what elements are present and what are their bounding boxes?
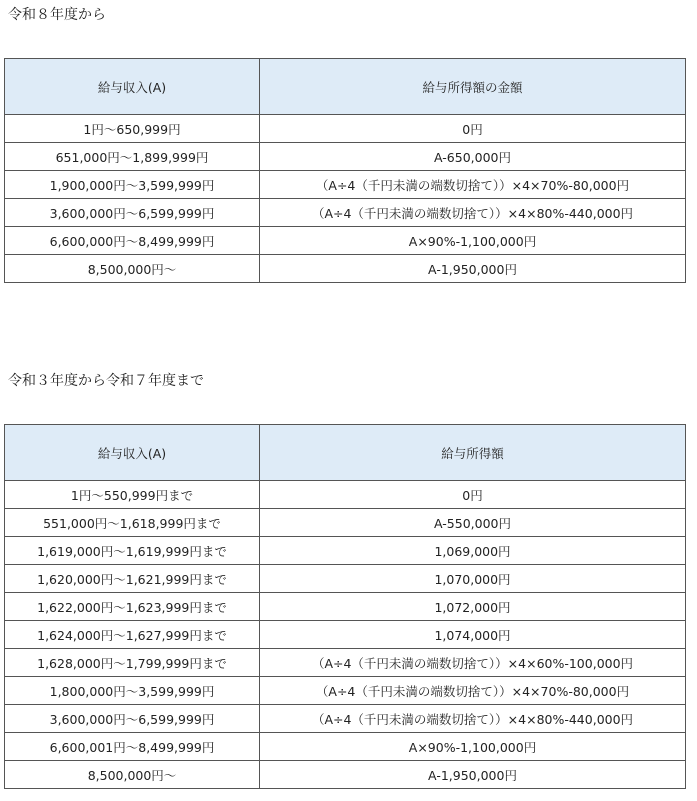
table-row <box>5 509 686 537</box>
income-range-cell: 1,624,000円～1,627,999円まで <box>5 621 260 649</box>
income-amount-cell: （A÷4（千円未満の端数切捨て））×4×80%-440,000円 <box>260 705 686 733</box>
income-range-cell: 1,800,000円～3,599,999円 <box>5 677 260 705</box>
income-range-cell: 6,600,001円～8,499,999円 <box>5 733 260 761</box>
income-range-cell: 1,622,000円～1,623,999円まで <box>5 593 260 621</box>
income-range-cell: 551,000円～1,618,999円まで <box>5 509 260 537</box>
income-amount-cell: A-1,950,000円 <box>260 255 686 283</box>
income-amount-cell: 1,069,000円 <box>260 537 686 565</box>
table-row <box>5 171 686 199</box>
table-row <box>5 255 686 283</box>
income-range-cell: 6,600,000円～8,499,999円 <box>5 227 260 255</box>
income-amount-cell: 0円 <box>260 481 686 509</box>
income-amount-cell: （A÷4（千円未満の端数切捨て））×4×60%-100,000円 <box>260 649 686 677</box>
table-row <box>5 733 686 761</box>
income-amount-cell: A-1,950,000円 <box>260 761 686 789</box>
income-range-cell: 1,900,000円～3,599,999円 <box>5 171 260 199</box>
income-amount-cell: A-650,000円 <box>260 143 686 171</box>
income-amount-cell: （A÷4（千円未満の端数切捨て））×4×70%-80,000円 <box>260 171 686 199</box>
table-row <box>5 621 686 649</box>
column-header-income: 給与収入(A) <box>5 425 260 481</box>
table-row <box>5 199 686 227</box>
income-amount-cell: 1,070,000円 <box>260 565 686 593</box>
table-row <box>5 677 686 705</box>
table-row <box>5 705 686 733</box>
income-amount-cell: A×90%-1,100,000円 <box>260 733 686 761</box>
table-row <box>5 593 686 621</box>
column-header-income: 給与収入(A) <box>5 59 260 115</box>
table-row <box>5 537 686 565</box>
income-amount-cell: （A÷4（千円未満の端数切捨て））×4×80%-440,000円 <box>260 199 686 227</box>
income-amount-cell: 0円 <box>260 115 686 143</box>
income-amount-cell: A×90%-1,100,000円 <box>260 227 686 255</box>
table-header-row <box>5 425 686 481</box>
income-range-cell: 1,619,000円～1,619,999円まで <box>5 537 260 565</box>
income-range-cell: 1,620,000円～1,621,999円まで <box>5 565 260 593</box>
section-heading-r8: 令和８年度から <box>8 7 106 23</box>
income-amount-cell: 1,074,000円 <box>260 621 686 649</box>
table-row <box>5 481 686 509</box>
income-amount-cell: （A÷4（千円未満の端数切捨て））×4×70%-80,000円 <box>260 677 686 705</box>
table-row <box>5 227 686 255</box>
column-header-amount: 給与所得額 <box>260 425 686 481</box>
table-row <box>5 649 686 677</box>
income-range-cell: 1,628,000円～1,799,999円まで <box>5 649 260 677</box>
income-range-cell: 1円～650,999円 <box>5 115 260 143</box>
income-amount-cell: A-550,000円 <box>260 509 686 537</box>
income-range-cell: 651,000円～1,899,999円 <box>5 143 260 171</box>
income-amount-cell: 1,072,000円 <box>260 593 686 621</box>
income-range-cell: 3,600,000円～6,599,999円 <box>5 199 260 227</box>
table-row <box>5 143 686 171</box>
income-range-cell: 8,500,000円～ <box>5 761 260 789</box>
table-row <box>5 761 686 789</box>
table-row <box>5 565 686 593</box>
income-range-cell: 1円～550,999円まで <box>5 481 260 509</box>
table-header-row <box>5 59 686 115</box>
column-header-amount: 給与所得額の金額 <box>260 59 686 115</box>
income-range-cell: 8,500,000円～ <box>5 255 260 283</box>
income-range-cell: 3,600,000円～6,599,999円 <box>5 705 260 733</box>
section-heading-r3-r7: 令和３年度から令和７年度まで <box>8 373 204 389</box>
income-table-r8 <box>4 58 686 283</box>
table-row <box>5 115 686 143</box>
income-table-r3-r7 <box>4 424 686 789</box>
